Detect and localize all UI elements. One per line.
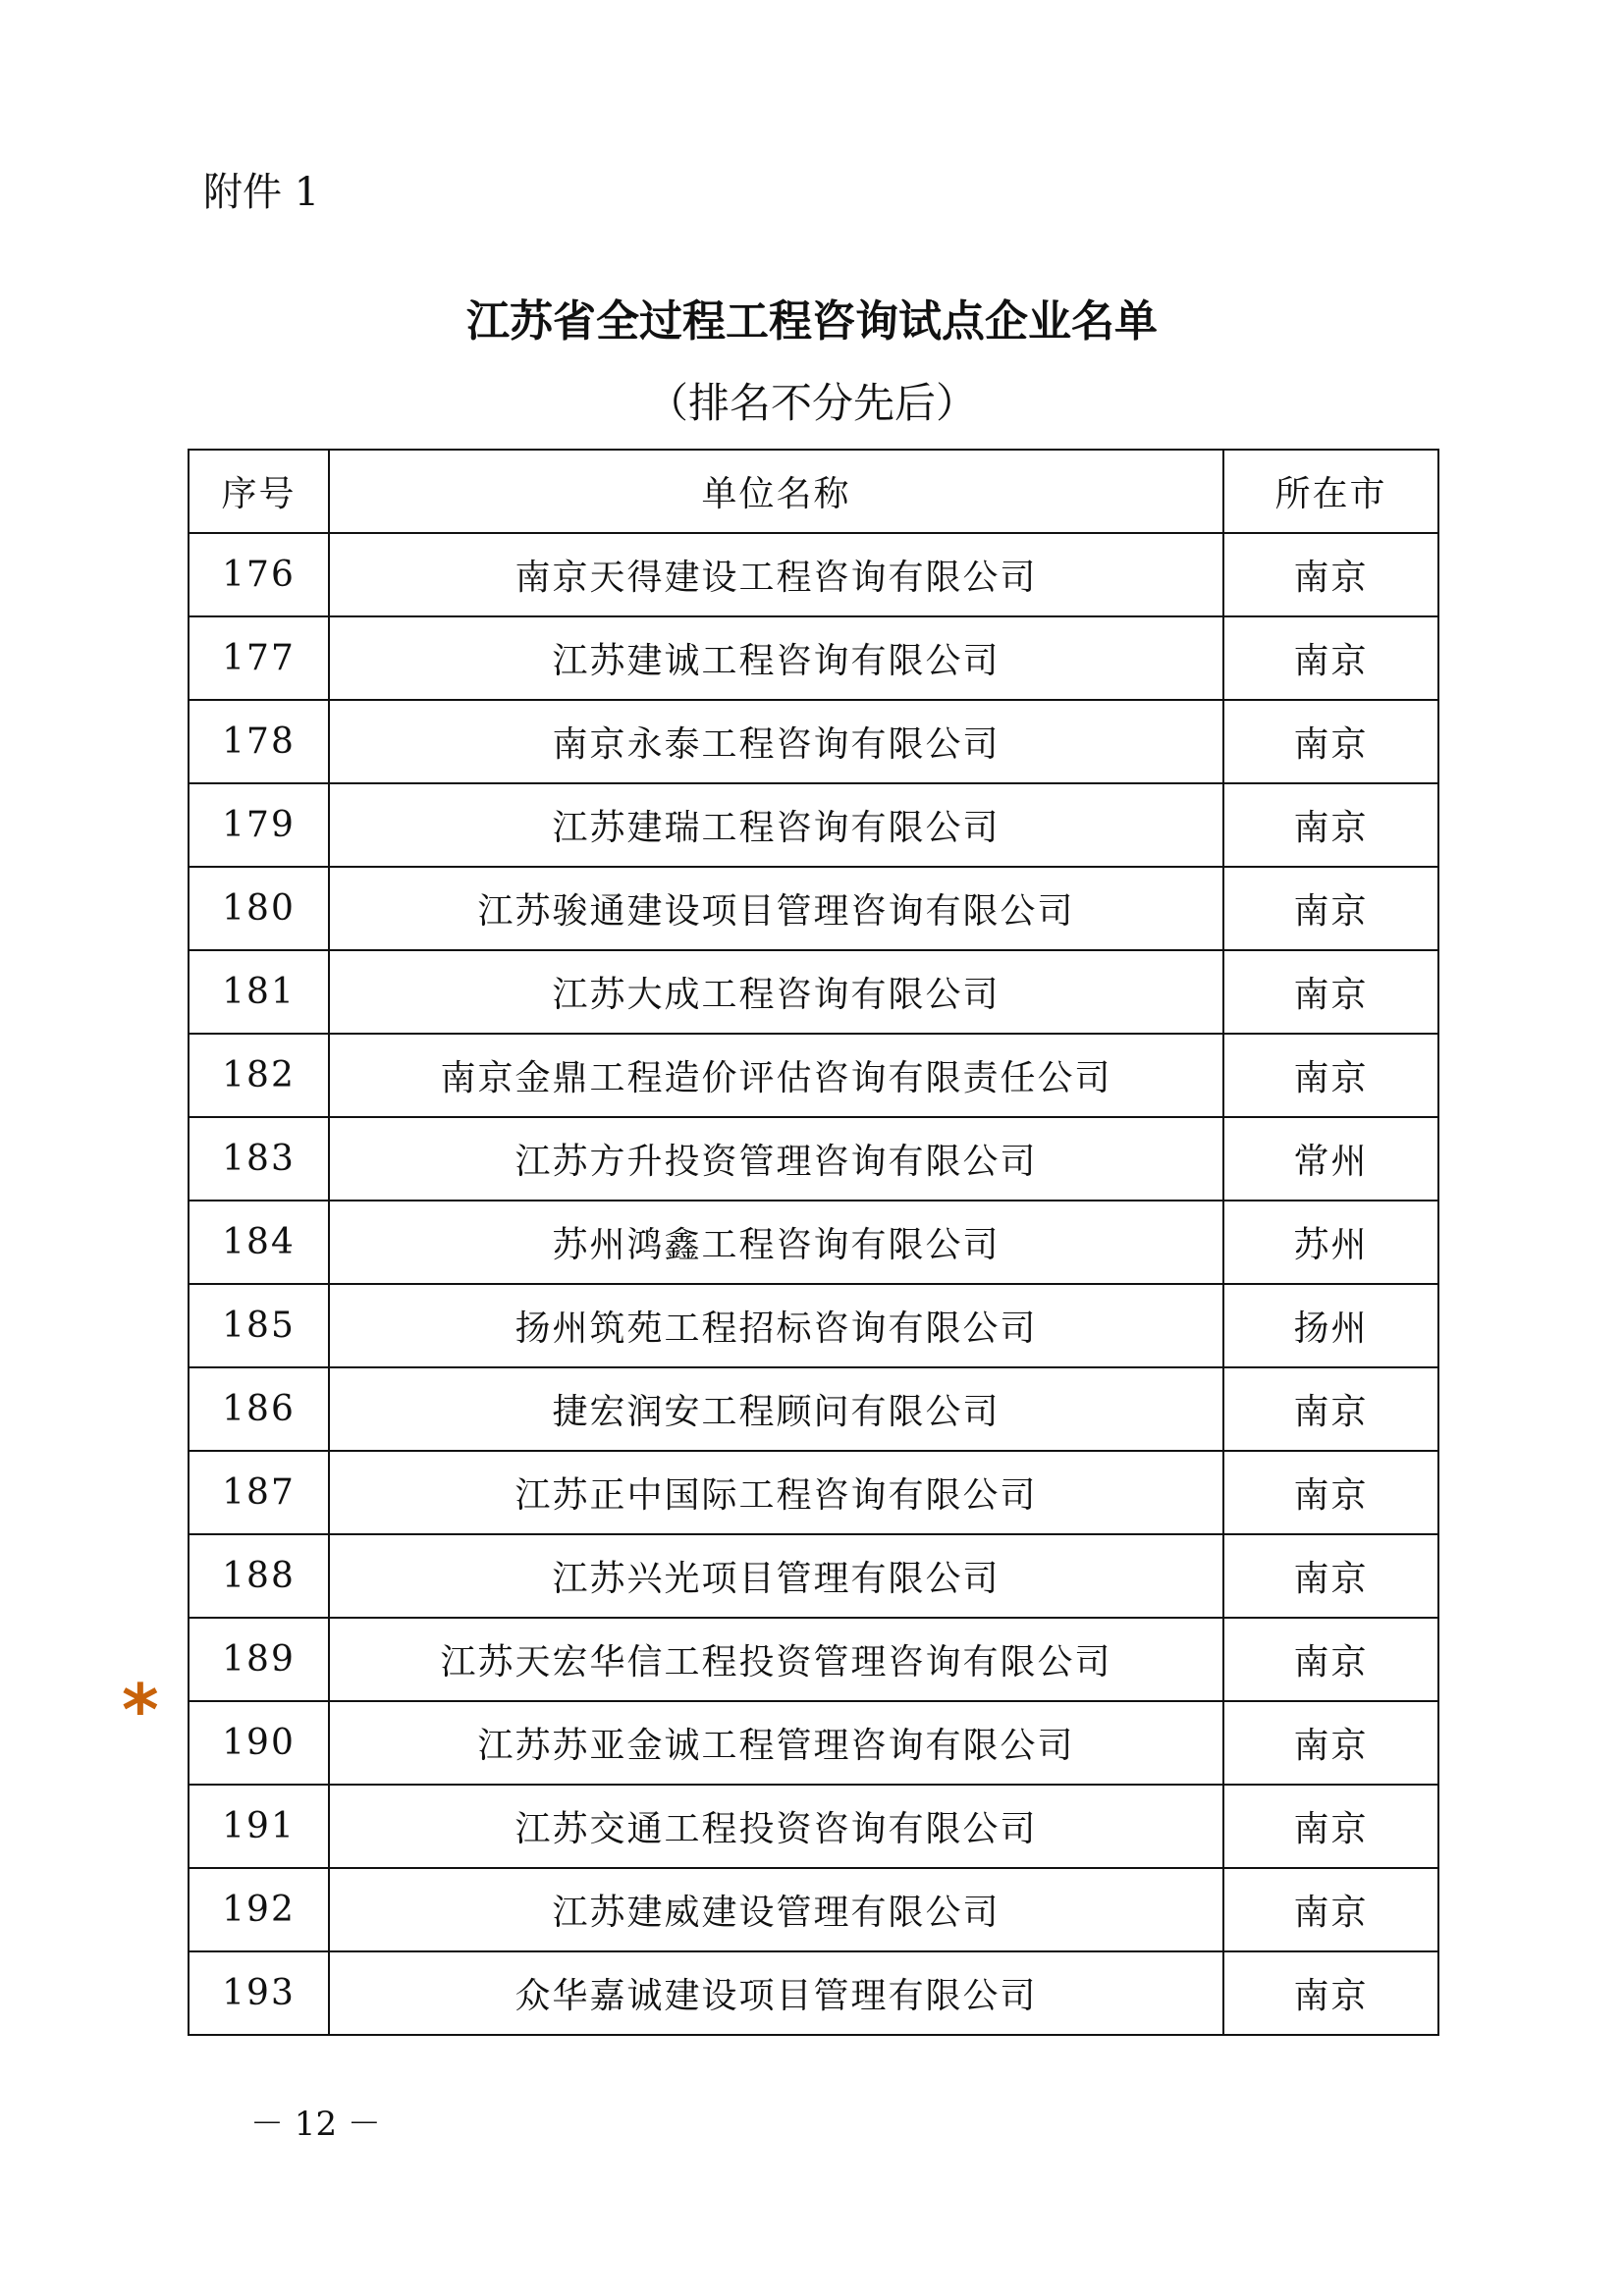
serial-number-cell: 188 — [189, 1534, 329, 1618]
city-cell: 南京 — [1223, 1951, 1438, 2035]
table-row — [189, 1284, 1438, 1367]
header-company-name: 单位名称 — [329, 450, 1223, 533]
serial-number-cell: 186 — [189, 1367, 329, 1451]
city-cell: 扬州 — [1223, 1284, 1438, 1367]
city-cell: 南京 — [1223, 1367, 1438, 1451]
page-number: － 12 － — [250, 2105, 381, 2144]
serial-number-cell: 193 — [189, 1951, 329, 2035]
city-cell: 南京 — [1223, 1868, 1438, 1951]
city-cell: 南京 — [1223, 1785, 1438, 1868]
serial-number-cell: 192 — [189, 1868, 329, 1951]
city-cell: 苏州 — [1223, 1201, 1438, 1284]
city-cell: 南京 — [1223, 1034, 1438, 1117]
serial-number-cell: 176 — [189, 533, 329, 616]
table-row — [189, 783, 1438, 867]
table-row — [189, 616, 1438, 700]
table-row — [189, 1367, 1438, 1451]
serial-number-cell: 177 — [189, 616, 329, 700]
city-cell: 南京 — [1223, 1701, 1438, 1785]
company-name-cell: 江苏苏亚金诚工程管理咨询有限公司 — [329, 1701, 1223, 1785]
company-name-cell: 扬州筑苑工程招标咨询有限公司 — [329, 1284, 1223, 1367]
table-header-row — [189, 450, 1438, 533]
city-cell: 南京 — [1223, 1451, 1438, 1534]
company-name-cell: 江苏交通工程投资咨询有限公司 — [329, 1785, 1223, 1868]
company-name-cell: 南京天得建设工程咨询有限公司 — [329, 533, 1223, 616]
company-name-cell: 苏州鸿鑫工程咨询有限公司 — [329, 1201, 1223, 1284]
serial-number-cell: 180 — [189, 867, 329, 950]
table-row — [189, 1201, 1438, 1284]
company-name-cell: 江苏天宏华信工程投资管理咨询有限公司 — [329, 1618, 1223, 1701]
attachment-label: 附件 1 — [203, 170, 320, 215]
city-cell: 南京 — [1223, 950, 1438, 1034]
header-city: 所在市 — [1223, 450, 1438, 533]
city-cell: 南京 — [1223, 616, 1438, 700]
table-row — [189, 700, 1438, 783]
document-subtitle: （排名不分先后） — [646, 379, 977, 427]
company-name-cell: 南京永泰工程咨询有限公司 — [329, 700, 1223, 783]
serial-number-cell: 191 — [189, 1785, 329, 1868]
city-cell: 南京 — [1223, 1534, 1438, 1618]
document-title: 江苏省全过程工程咨询试点企业名单 — [466, 296, 1158, 347]
company-name-cell: 南京金鼎工程造价评估咨询有限责任公司 — [329, 1034, 1223, 1117]
city-cell: 南京 — [1223, 1618, 1438, 1701]
city-cell: 常州 — [1223, 1117, 1438, 1201]
serial-number-cell: 178 — [189, 700, 329, 783]
table-row — [189, 1701, 1438, 1785]
table-row — [189, 950, 1438, 1034]
company-name-cell: 江苏建诚工程咨询有限公司 — [329, 616, 1223, 700]
company-name-cell: 江苏方升投资管理咨询有限公司 — [329, 1117, 1223, 1201]
table-row — [189, 1868, 1438, 1951]
company-name-cell: 江苏大成工程咨询有限公司 — [329, 950, 1223, 1034]
city-cell: 南京 — [1223, 533, 1438, 616]
enterprise-list-table — [188, 449, 1439, 2036]
serial-number-cell: 185 — [189, 1284, 329, 1367]
serial-number-cell: 190 — [189, 1701, 329, 1785]
table-row — [189, 1117, 1438, 1201]
company-name-cell: 江苏建瑞工程咨询有限公司 — [329, 783, 1223, 867]
table-row — [189, 1034, 1438, 1117]
table-row — [189, 1534, 1438, 1618]
serial-number-cell: 182 — [189, 1034, 329, 1117]
table-row — [189, 1451, 1438, 1534]
city-cell: 南京 — [1223, 867, 1438, 950]
asterisk-marker: * — [122, 1669, 159, 1751]
table-row — [189, 1785, 1438, 1868]
city-cell: 南京 — [1223, 700, 1438, 783]
serial-number-cell: 187 — [189, 1451, 329, 1534]
table-row — [189, 867, 1438, 950]
company-name-cell: 众华嘉诚建设项目管理有限公司 — [329, 1951, 1223, 2035]
company-name-cell: 江苏建威建设管理有限公司 — [329, 1868, 1223, 1951]
table-row — [189, 533, 1438, 616]
company-name-cell: 江苏兴光项目管理有限公司 — [329, 1534, 1223, 1618]
serial-number-cell: 179 — [189, 783, 329, 867]
table-row — [189, 1951, 1438, 2035]
company-name-cell: 捷宏润安工程顾问有限公司 — [329, 1367, 1223, 1451]
serial-number-cell: 184 — [189, 1201, 329, 1284]
city-cell: 南京 — [1223, 783, 1438, 867]
company-name-cell: 江苏骏通建设项目管理咨询有限公司 — [329, 867, 1223, 950]
serial-number-cell: 183 — [189, 1117, 329, 1201]
table-row — [189, 1618, 1438, 1701]
serial-number-cell: 181 — [189, 950, 329, 1034]
serial-number-cell: 189 — [189, 1618, 329, 1701]
header-serial-number: 序号 — [189, 450, 329, 533]
company-name-cell: 江苏正中国际工程咨询有限公司 — [329, 1451, 1223, 1534]
